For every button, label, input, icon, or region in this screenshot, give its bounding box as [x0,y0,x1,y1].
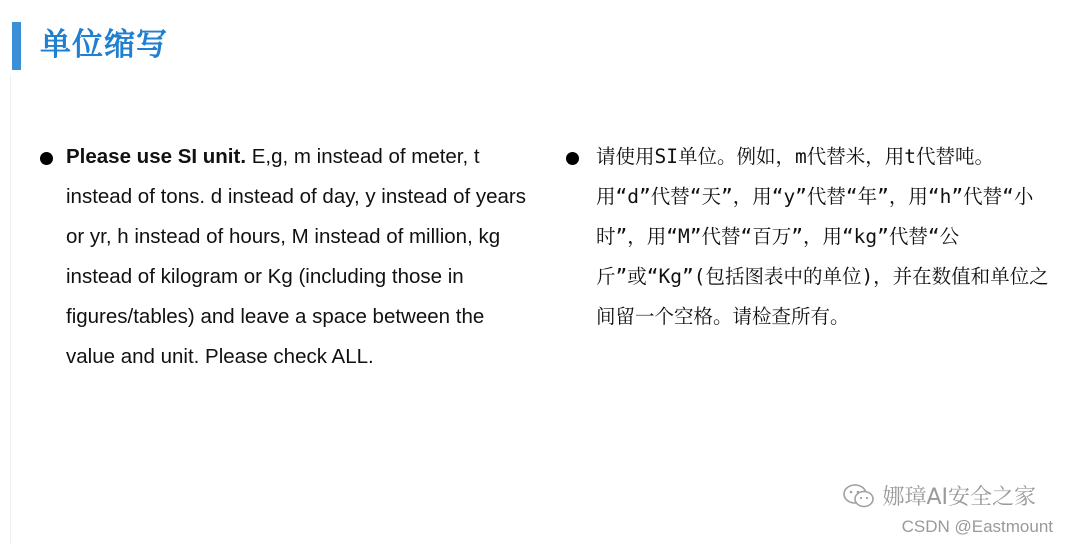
bullet-icon [566,152,579,165]
wechat-icon [842,483,876,509]
english-body: E,g, m instead of meter, t instead of tons. d instead of day, y instead of years or yr, h instead of hours, M instead of million, kg instead of kilogram or Kg (including those in figures/tables) and leave a space between the value and unit. Please check ALL. [66,145,527,368]
english-paragraph [66,137,535,377]
english-lead: Please use SI unit. [66,145,247,168]
chinese-paragraph: 请使用SI单位。例如，m代替米，用t代替吨。用“d”代替“天”，用“y”代替“年”，用“h”代替“小时”，用“M”代替“百万”，用“kg”代替“公斤”或“Kg”(包括图表中的单位)，并在数值和单位之间留一个空格。请检查所有。 [596,145,1049,328]
slide-left-edge [10,75,11,545]
english-column [40,137,535,377]
watermark-account: 娜璋AI安全之家 [882,485,1036,510]
page-title: 单位缩写 [40,27,168,63]
bullet-icon [40,152,53,165]
chinese-column [562,137,1062,337]
watermark [842,480,1036,511]
title-accent-bar [12,22,21,70]
csdn-credit: CSDN @Eastmount [901,517,1053,536]
